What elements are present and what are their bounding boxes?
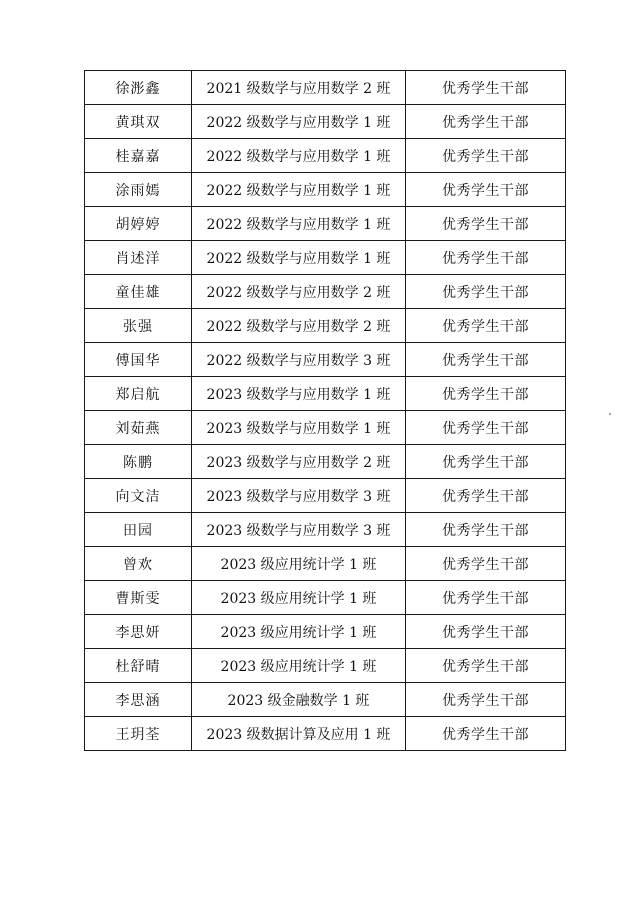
award-cell: 优秀学生干部: [406, 581, 566, 615]
award-cell: 优秀学生干部: [406, 71, 566, 105]
award-cell: 优秀学生干部: [406, 343, 566, 377]
class-cell: 2023 级数学与应用数学 2 班: [192, 445, 406, 479]
table-row: [85, 343, 566, 377]
class-cell: 2023 级应用统计学 1 班: [192, 615, 406, 649]
student-name-cell: 肖述洋: [85, 241, 192, 275]
award-cell: 优秀学生干部: [406, 275, 566, 309]
table-row: [85, 513, 566, 547]
student-name-cell: 田园: [85, 513, 192, 547]
student-name-cell: 陈鹏: [85, 445, 192, 479]
scan-speck: [609, 413, 611, 415]
award-cell: 优秀学生干部: [406, 377, 566, 411]
award-cell: 优秀学生干部: [406, 445, 566, 479]
table-row: [85, 309, 566, 343]
class-cell: 2023 级数据计算及应用 1 班: [192, 717, 406, 751]
award-cell: 优秀学生干部: [406, 207, 566, 241]
class-cell: 2022 级数学与应用数学 3 班: [192, 343, 406, 377]
award-cell: 优秀学生干部: [406, 479, 566, 513]
student-name-cell: 李思涵: [85, 683, 192, 717]
table-row: [85, 547, 566, 581]
student-name-cell: 李思妍: [85, 615, 192, 649]
table-row: [85, 207, 566, 241]
student-name-cell: 徐浵鑫: [85, 71, 192, 105]
award-cell: 优秀学生干部: [406, 547, 566, 581]
table-row: [85, 275, 566, 309]
award-cell: 优秀学生干部: [406, 309, 566, 343]
student-name-cell: 杜舒晴: [85, 649, 192, 683]
class-cell: 2022 级数学与应用数学 2 班: [192, 275, 406, 309]
class-cell: 2021 级数学与应用数学 2 班: [192, 71, 406, 105]
student-name-cell: 郑启航: [85, 377, 192, 411]
student-name-cell: 曾欢: [85, 547, 192, 581]
award-cell: 优秀学生干部: [406, 649, 566, 683]
student-name-cell: 胡婷婷: [85, 207, 192, 241]
class-cell: 2023 级应用统计学 1 班: [192, 547, 406, 581]
student-name-cell: 桂嘉嘉: [85, 139, 192, 173]
table-row: [85, 377, 566, 411]
award-cell: 优秀学生干部: [406, 173, 566, 207]
table-row: [85, 445, 566, 479]
class-cell: 2023 级数学与应用数学 1 班: [192, 411, 406, 445]
table-row: [85, 411, 566, 445]
student-name-cell: 刘茹燕: [85, 411, 192, 445]
award-cell: 优秀学生干部: [406, 615, 566, 649]
table-row: [85, 615, 566, 649]
student-name-cell: 曹斯雯: [85, 581, 192, 615]
class-cell: 2022 级数学与应用数学 1 班: [192, 207, 406, 241]
table-row: [85, 479, 566, 513]
table-row: [85, 241, 566, 275]
class-cell: 2023 级数学与应用数学 1 班: [192, 377, 406, 411]
student-name-cell: 涂雨嫣: [85, 173, 192, 207]
student-name-cell: 张强: [85, 309, 192, 343]
table-row: [85, 717, 566, 751]
award-cell: 优秀学生干部: [406, 513, 566, 547]
table-row: [85, 71, 566, 105]
class-cell: 2023 级数学与应用数学 3 班: [192, 513, 406, 547]
table-row: [85, 105, 566, 139]
class-cell: 2022 级数学与应用数学 2 班: [192, 309, 406, 343]
table-row: [85, 581, 566, 615]
student-name-cell: 王玥荃: [85, 717, 192, 751]
class-cell: 2022 级数学与应用数学 1 班: [192, 173, 406, 207]
roster-body: [85, 71, 566, 751]
table-row: [85, 139, 566, 173]
table-row: [85, 649, 566, 683]
award-roster-table: [84, 70, 566, 751]
award-cell: 优秀学生干部: [406, 411, 566, 445]
student-name-cell: 黄琪双: [85, 105, 192, 139]
class-cell: 2022 级数学与应用数学 1 班: [192, 139, 406, 173]
class-cell: 2023 级应用统计学 1 班: [192, 649, 406, 683]
award-cell: 优秀学生干部: [406, 139, 566, 173]
award-cell: 优秀学生干部: [406, 241, 566, 275]
table-row: [85, 683, 566, 717]
award-cell: 优秀学生干部: [406, 683, 566, 717]
student-name-cell: 傅国华: [85, 343, 192, 377]
class-cell: 2022 级数学与应用数学 1 班: [192, 105, 406, 139]
table-row: [85, 173, 566, 207]
class-cell: 2023 级数学与应用数学 3 班: [192, 479, 406, 513]
class-cell: 2023 级应用统计学 1 班: [192, 581, 406, 615]
class-cell: 2022 级数学与应用数学 1 班: [192, 241, 406, 275]
class-cell: 2023 级金融数学 1 班: [192, 683, 406, 717]
award-cell: 优秀学生干部: [406, 105, 566, 139]
student-name-cell: 向文洁: [85, 479, 192, 513]
student-name-cell: 童佳雄: [85, 275, 192, 309]
award-cell: 优秀学生干部: [406, 717, 566, 751]
